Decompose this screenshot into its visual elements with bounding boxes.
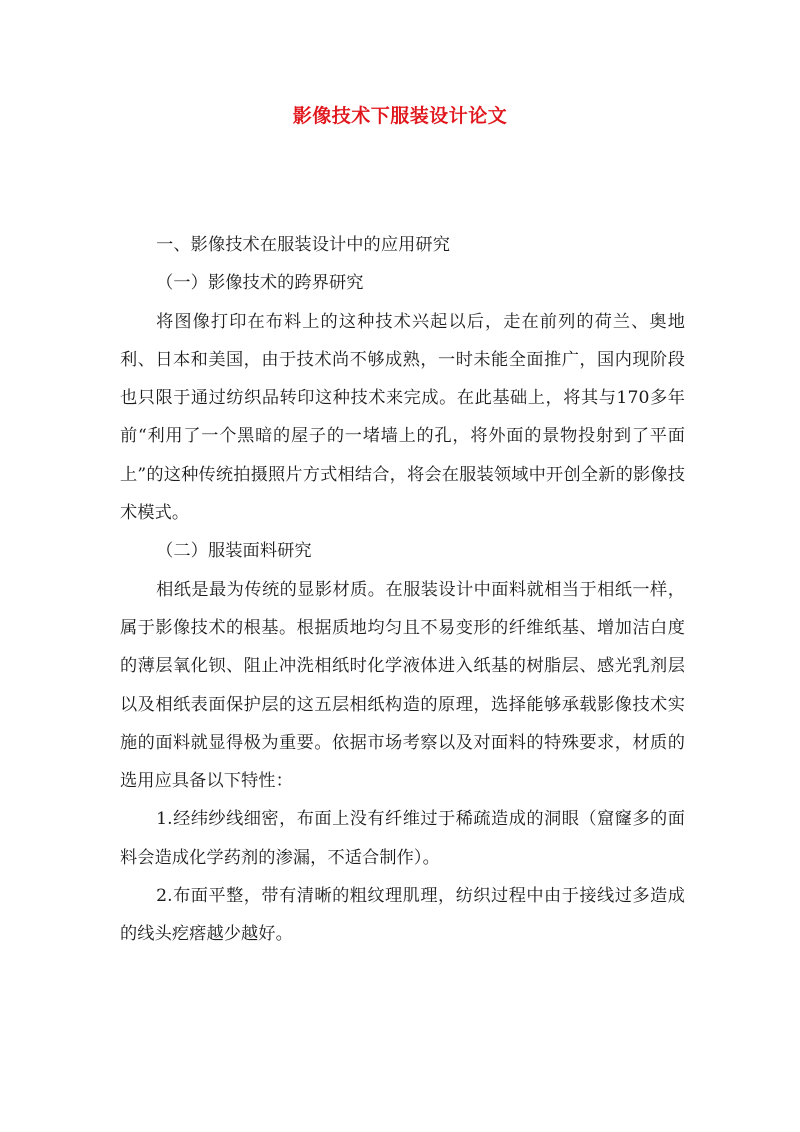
body-paragraph: 相纸是最为传统的显影材质。在服装设计中面料就相当于相纸一样，属于影像技术的根基。根据质地均匀且不易变形的纤维纸基、增加洁白度的薄层氧化钡、阻止冲洗相纸时化学液体进入纸基的树脂层、感光乳剂层以及相纸表面保护层的这五层相纸构造的原理，选择能够承载影像技术实施的面料就显得极为重要。依据市场考察以及对面料的特殊要求，材质的选用应具备以下特性： — [120, 579, 685, 792]
subsection-heading: （二）服装面料研究 — [156, 541, 312, 562]
subsection-heading: （一）影像技术的跨界研究 — [156, 273, 364, 294]
document-body — [120, 226, 685, 954]
body-paragraph: 将图像打印在布料上的这种技术兴起以后，走在前列的荷兰、奥地利、日本和美国，由于技术尚不够成熟，一时未能全面推广，国内现阶段也只限于通过纺织品转印这种技术来完成。在此基础上，将其与170多年前“利用了一个黑暗的屋子的一堵墙上的孔，将外面的景物投射到了平面上”的这种传统拍摄照片方式相结合，将会在服装领域中开创全新的影像技术模式。 — [120, 311, 685, 524]
list-item: 2.布面平整，带有清晰的粗纹理肌理，纺织过程中由于接线过多造成的线头疙瘩越少越好。 — [120, 886, 685, 945]
document-title: 影像技术下服装设计论文 — [292, 105, 508, 127]
section-heading: 一、影像技术在服装设计中的应用研究 — [156, 235, 450, 255]
list-item: 1.经纬纱线细密，布面上没有纤维过于稀疏造成的洞眼（窟窿多的面料会造成化学药剂的渗漏，不适合制作）。 — [120, 809, 685, 868]
